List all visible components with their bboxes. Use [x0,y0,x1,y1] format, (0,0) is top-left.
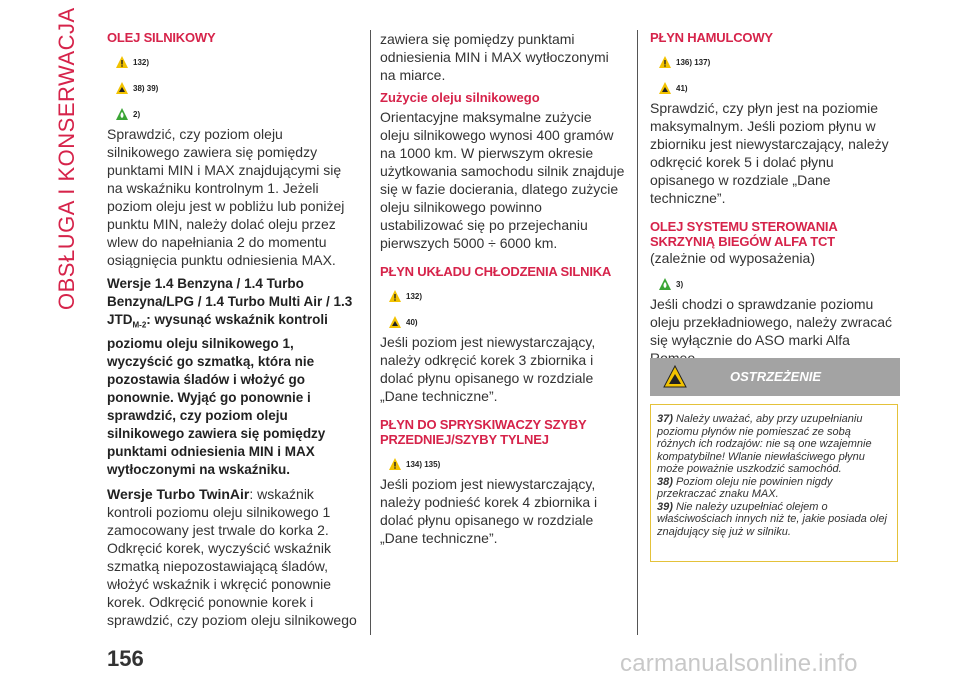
environment-ref-row [658,275,900,293]
column-divider [370,30,371,635]
gearbox-availability: (zależnie od wyposażenia) [650,250,815,266]
caution-ref: 40) [406,317,418,327]
versions-instructions: Wersje 1.4 Benzyna / 1.4 Turbo Benzyna/LPG / 1.4 Turbo Multi Air / 1.3 $JTD_{M-2}$: wysunąć wskaźnik kontroli poziomu oleju silnikowego 1, wyczyścić go szmatką, która nie pozostawia śladów i włożyć go ponownie. Wyjąć go ponownie i sprawdzić, czy poziom oleju silnikowego zawiera się pomiędzy punktami odniesienia MIN i MAX wytłoczonymi na wskaźniku. [107,276,353,477]
watermark: carmanualsonline.info [620,650,858,677]
page-number: 156 [107,646,144,671]
warning-ref: 132) [406,291,423,301]
warning-ref-row [658,53,900,71]
heading-washer-fluid: PŁYN DO SPRYSKIWACZY SZYBY PRZEDNIEJ/SZYBY TYLNEJ [380,417,587,447]
warning-triangle-icon [658,55,672,69]
warning-ref: 136) 137) [676,57,711,67]
note-item: 39) Nie należy uzupełniać olejem o właściwościach innych niż te, jakie posiada olej znajdujący się już w silniku. [657,500,887,538]
environment-leaf-icon [115,107,129,121]
warning-triangle-icon [115,55,129,69]
warning-notes [650,404,898,562]
note-item: 38) Poziom oleju nie powinien nigdy przekraczać znaku MAX. [657,475,833,500]
caution-triangle-icon [658,81,672,95]
caution-ref: 38) 39) [133,83,159,93]
environment-ref: 3) [676,279,684,289]
heading-gearbox-oil: OLEJ SYSTEMU STEROWANIA SKRZYNIĄ BIEGÓW ALFA TCT [650,219,838,249]
warning-ref: 134) 135) [406,459,441,469]
caution-ref-row [388,313,625,331]
oil-check-paragraph: Sprawdzić, czy poziom oleju silnikowego zawiera się pomiędzy punktami MIN i MAX znajdującymi się na wskaźniku kontrolnym 1. Jeżeli poziom oleju jest w pobliżu lub poniżej punktu MIN, należy dolać oleju przez wlew do napełniania 2 do momentu osiągnięcia punktu odniesienia MAX. [107,126,345,268]
warning-ref-row [388,287,625,305]
column-3 [650,30,900,367]
coolant-paragraph: Jeśli poziom jest niewystarczający, należy odkręcić korek 3 zbiornika i dolać płynu opisanego w rozdziale „Dane techniczne”. [380,334,596,404]
warning-box-title: OSTRZEŻENIE [730,369,822,384]
heading-coolant: PŁYN UKŁADU CHŁODZENIA SILNIKA [380,264,612,279]
caution-ref-row [115,79,357,97]
environment-ref-row [115,105,357,123]
environment-ref: 2) [133,109,141,119]
caution-ref: 41) [676,83,688,93]
warning-ref-row [388,455,625,473]
warning-triangle-icon [662,364,688,390]
column-divider [637,30,638,635]
heading-brake-fluid: PŁYN HAMULCOWY [650,30,773,45]
caution-ref-row [658,79,900,97]
heading-engine-oil: OLEJ SILNIKOWY [107,30,216,45]
twinair-instructions: Wersje Turbo TwinAir: wskaźnik kontroli poziomu oleju silnikowego 1 zamocowany jest trwale do korka 2. Odkręcić korek, wyczyścić wskaźnik szmatką niepozostawiającą śladów, włożyć wskaźnik i wkręcić ponownie korek. Odkręcić ponownie korek i sprawdzić, czy poziom oleju silnikowego [107,485,357,628]
note-item: 37) Należy uważać, aby przy uzupełnianiu poziomu płynów nie pomieszać ze sobą różnych ich rodzajów: nie są one wzajemnie kompatybilne! Wlanie niewłaściwego płynu może poważnie uszkodzić samochód. [657,413,872,475]
caution-triangle-icon [115,81,129,95]
environment-leaf-icon [658,277,672,291]
warning-box-header [650,358,900,396]
column-1 [107,30,357,629]
warning-triangle-icon [388,289,402,303]
warning-ref: 132) [133,57,150,67]
brake-paragraph: Sprawdzić, czy płyn jest na poziomie maksymalnym. Jeśli poziom płynu w zbiorniku jest niewystarczający, należy odkręcić korek 5 i dolać płynu opisanego w rozdziale „Dane techniczne”. [650,100,889,206]
warning-triangle-icon [388,457,402,471]
continued-paragraph: zawiera się pomiędzy punktami odniesienia MIN i MAX wytłoczonymi na miarce. [380,31,609,83]
column-2 [380,30,625,547]
warning-ref-row [115,53,357,71]
heading-oil-consumption: Zużycie oleju silnikowego [380,90,540,105]
oil-consumption-paragraph: Orientacyjne maksymalne zużycie oleju silnikowego wynosi 400 gramów na 1000 km. W pierwszym okresie użytkowania samochodu silnik znajduje się w fazie docierania, dlatego zużycie oleju silnikowego powinno ustabilizować się po przejechaniu pierwszych 5000 ÷ 6000 km. [380,109,625,251]
section-side-tab: OBSŁUGA I KONSERWACJA [54,7,79,310]
caution-triangle-icon [388,315,402,329]
washer-paragraph: Jeśli poziom jest niewystarczający, należy podnieść korek 4 zbiornika i dolać płynu opisanego w rozdziale „Dane techniczne”. [380,476,598,546]
gearbox-paragraph: Jeśli chodzi o sprawdzanie poziomu oleju przekładniowego, należy zwracać się wyłącznie do ASO marki Alfa [650,296,893,348]
